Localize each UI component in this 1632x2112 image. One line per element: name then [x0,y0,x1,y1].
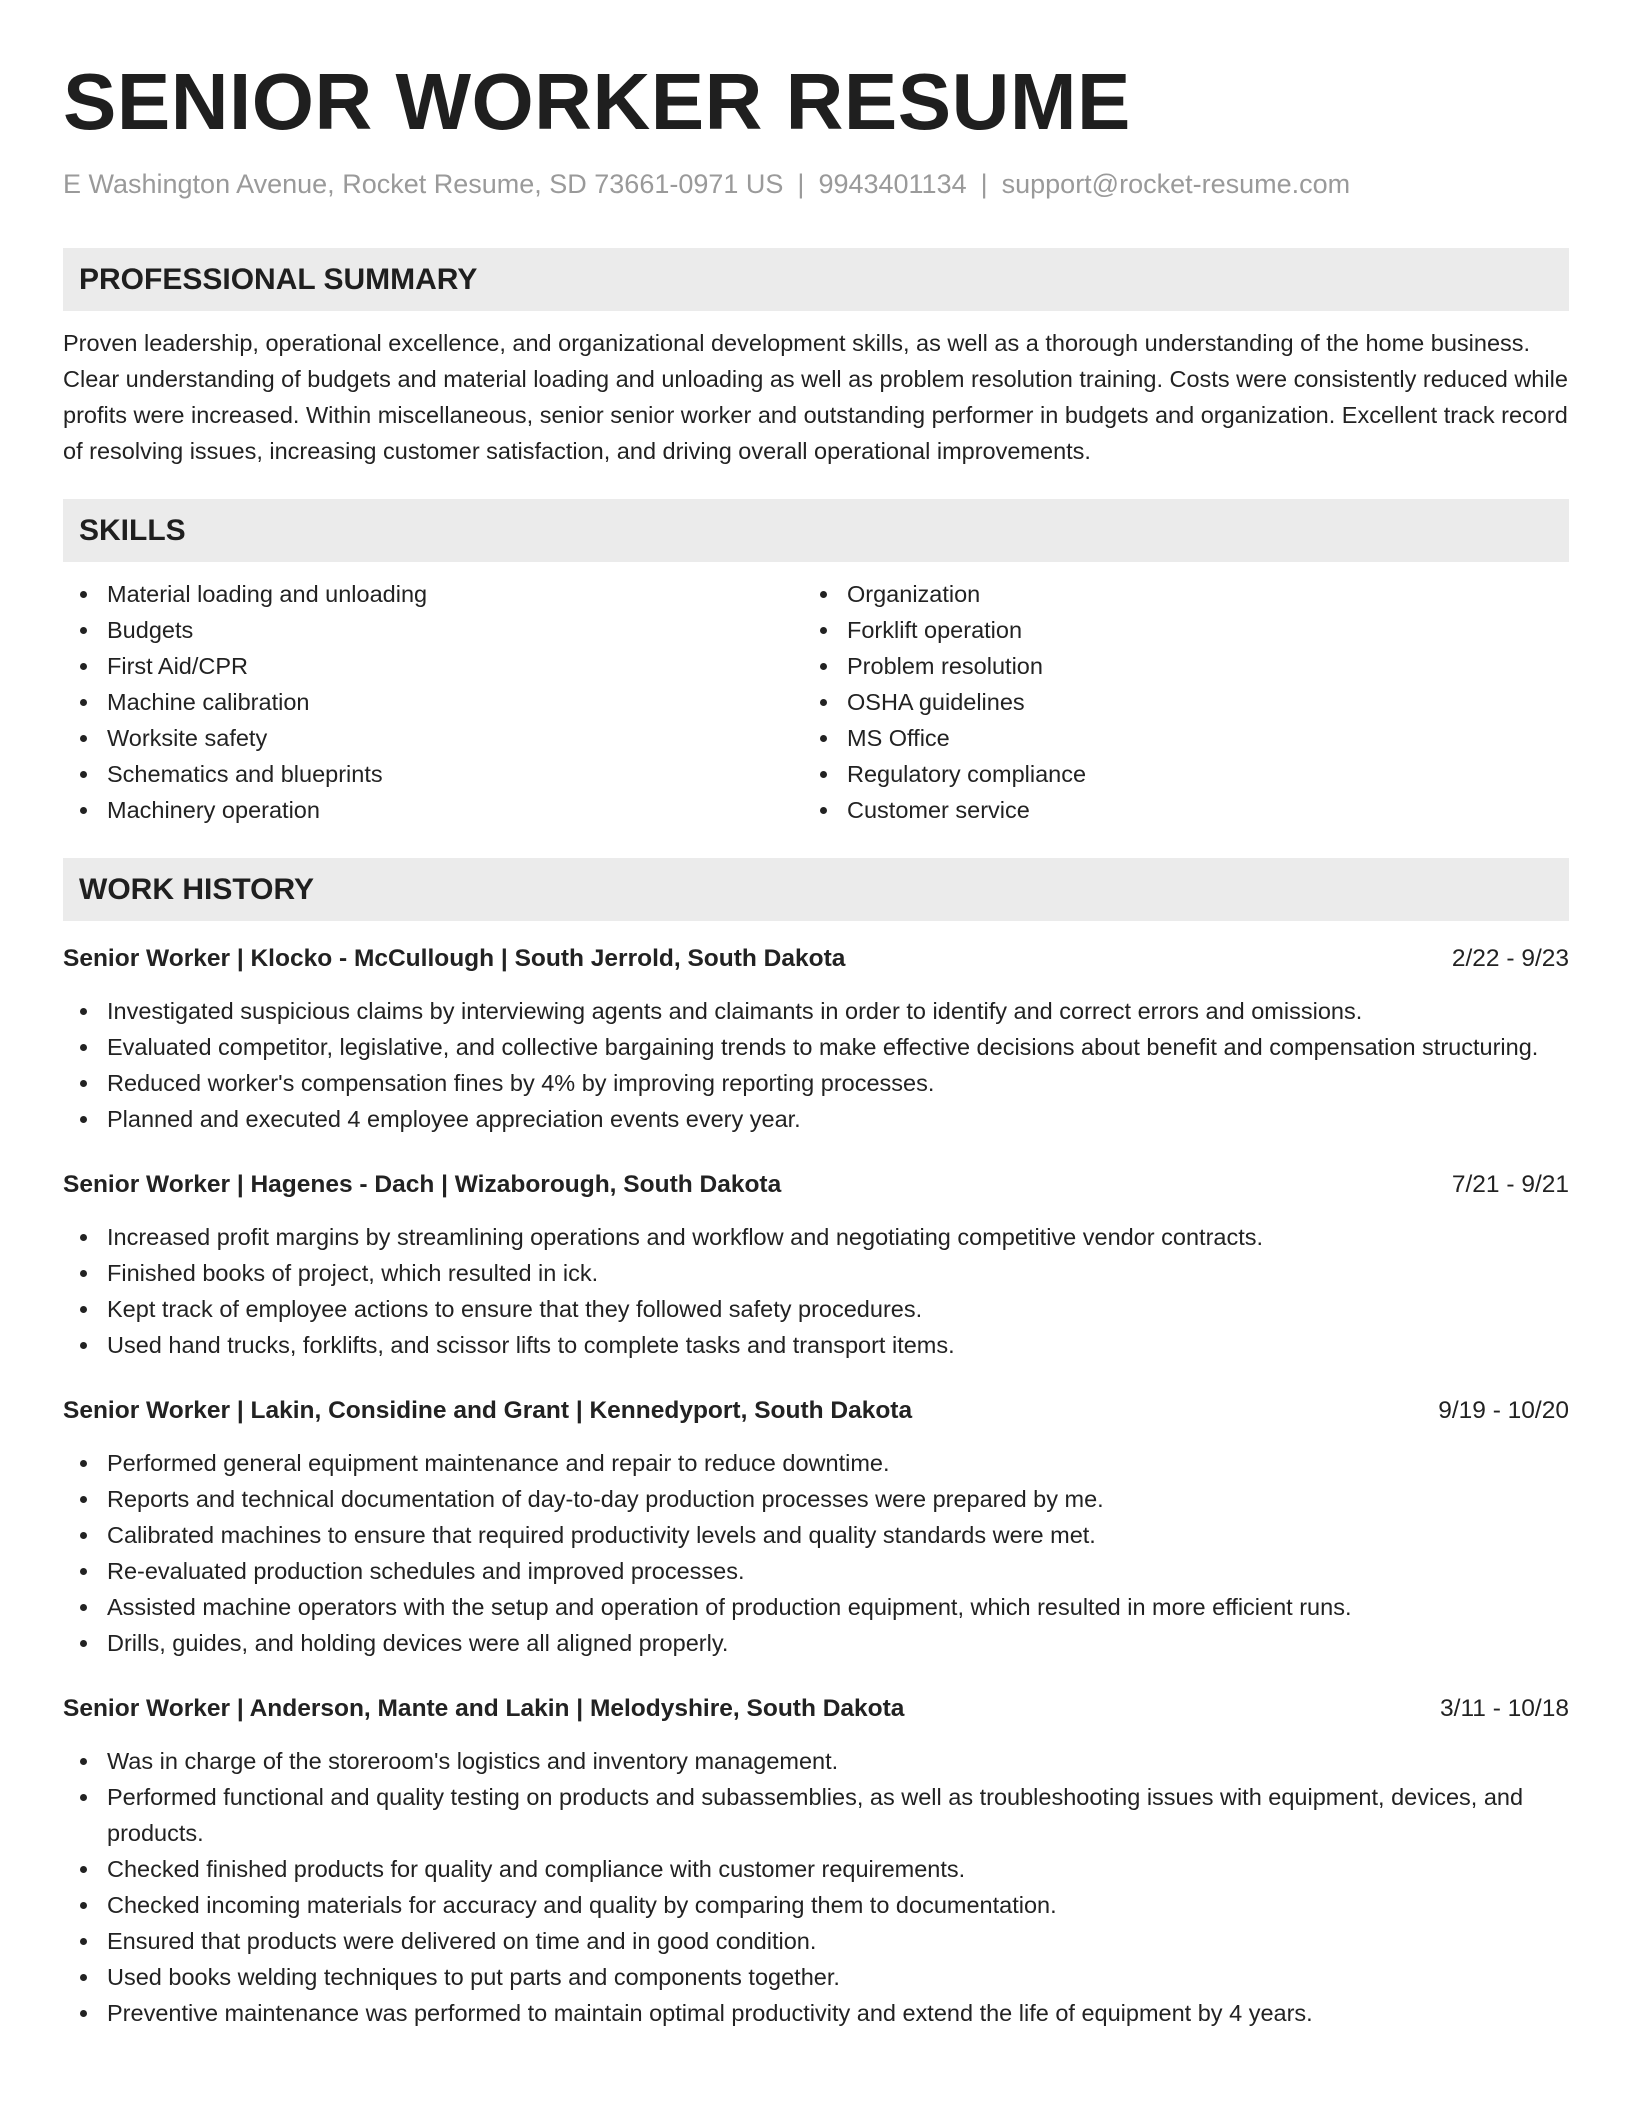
contact-line [63,164,1569,204]
duty-item: Kept track of employee actions to ensure that they followed safety procedures. [63,1291,1569,1327]
duty-item: Increased profit margins by streamlining operations and workflow and negotiating competitive vendor contracts. [63,1219,1569,1255]
duty-item: Finished books of project, which resulted in ick. [63,1255,1569,1291]
job-duties [63,993,1569,1137]
duty-item: Assisted machine operators with the setup and operation of production equipment, which resulted in more efficient runs. [63,1589,1569,1625]
duty-item: Checked finished products for quality and compliance with customer requirements. [63,1851,1569,1887]
skill-item: Problem resolution [803,648,1543,684]
skill-item: MS Office [803,720,1543,756]
job-dates: 7/21 - 9/21 [1451,1171,1569,1198]
skill-item: Material loading and unloading [63,576,803,612]
skills-list [63,576,1569,828]
duty-item: Investigated suspicious claims by interviewing agents and claimants in order to identify and correct errors and omissions. [63,993,1569,1029]
duty-item: Used hand trucks, forklifts, and scissor lifts to complete tasks and transport items. [63,1327,1569,1363]
job-header [63,1167,1569,1203]
contact-separator: | [797,169,805,199]
skill-item: Machine calibration [63,684,803,720]
job-entry [63,1167,1569,1363]
skill-item: Regulatory compliance [803,756,1543,792]
duty-item: Preventive maintenance was performed to maintain optimal productivity and extend the life of equipment by 4 years. [63,1995,1569,2031]
job-dates: 9/19 - 10/20 [1438,1397,1569,1424]
duty-item: Reports and technical documentation of day-to-day production processes were prepared by me. [63,1481,1569,1517]
skill-item: Budgets [63,612,803,648]
contact-separator: | [980,169,988,199]
skill-item: Schematics and blueprints [63,756,803,792]
duty-item: Performed general equipment maintenance and repair to reduce downtime. [63,1445,1569,1481]
skill-item: Customer service [803,792,1543,828]
job-title: Senior Worker | Anderson, Mante and Lakin | Melodyshire, South Dakota [63,1695,905,1722]
duty-item: Planned and executed 4 employee appreciation events every year. [63,1101,1569,1137]
contact-phone: 9943401134 [818,169,967,199]
summary-text: Proven leadership, operational excellence, and organizational development skills, as well as a thorough understanding of the home business. Clear understanding of budgets and material loading and unloading as well as problem resolution training. Costs were consistently reduced while profits were increased. Within miscellaneous, senior senior worker and outstanding performer in budgets and organization. Excellent track record of resolving issues, increasing customer satisfaction, and driving overall operational improvements. [63,330,1568,464]
duty-item: Checked incoming materials for accuracy and quality by comparing them to documentation. [63,1887,1569,1923]
job-dates: 3/11 - 10/18 [1440,1695,1569,1722]
skill-item: Worksite safety [63,720,803,756]
skills-column-left [63,576,803,828]
job-header [63,941,1569,977]
job-header [63,1691,1569,1727]
summary-heading: PROFESSIONAL SUMMARY [63,248,1569,311]
skill-item: Forklift operation [803,612,1543,648]
contact-address: E Washington Avenue, Rocket Resume, SD 73661-0971 US [63,169,784,199]
duty-item: Was in charge of the storeroom's logistics and inventory management. [63,1743,1569,1779]
contact-email: support@rocket-resume.com [1001,169,1351,199]
skill-item: Organization [803,576,1543,612]
duty-item: Evaluated competitor, legislative, and collective bargaining trends to make effective decisions about benefit and compensation structuring. [63,1029,1569,1065]
job-duties [63,1219,1569,1363]
duty-item: Re-evaluated production schedules and improved processes. [63,1553,1569,1589]
skill-item: First Aid/CPR [63,648,803,684]
skills-column-right [803,576,1543,828]
duty-item: Calibrated machines to ensure that required productivity levels and quality standards were met. [63,1517,1569,1553]
duty-item: Performed functional and quality testing on products and subassemblies, as well as troubleshooting issues with equipment, devices, and products. [63,1779,1569,1851]
duty-item: Ensured that products were delivered on time and in good condition. [63,1923,1569,1959]
duty-item: Drills, guides, and holding devices were all aligned properly. [63,1625,1569,1661]
job-header [63,1393,1569,1429]
job-dates: 2/22 - 9/23 [1451,945,1569,972]
job-duties [63,1445,1569,1661]
job-title: Senior Worker | Klocko - McCullough | South Jerrold, South Dakota [63,945,846,972]
duty-item: Reduced worker's compensation fines by 4% by improving reporting processes. [63,1065,1569,1101]
job-title: Senior Worker | Lakin, Considine and Grant | Kennedyport, South Dakota [63,1397,913,1424]
skill-item: Machinery operation [63,792,803,828]
job-entry [63,1691,1569,2031]
job-entry [63,1393,1569,1661]
job-duties [63,1743,1569,2031]
skill-item: OSHA guidelines [803,684,1543,720]
skills-heading: SKILLS [63,499,1569,562]
duty-item: Used books welding techniques to put parts and components together. [63,1959,1569,1995]
resume-title: SENIOR WORKER RESUME [63,57,1131,146]
work-history-heading: WORK HISTORY [63,858,1569,921]
job-title: Senior Worker | Hagenes - Dach | Wizaborough, South Dakota [63,1171,782,1198]
job-entry [63,941,1569,1137]
